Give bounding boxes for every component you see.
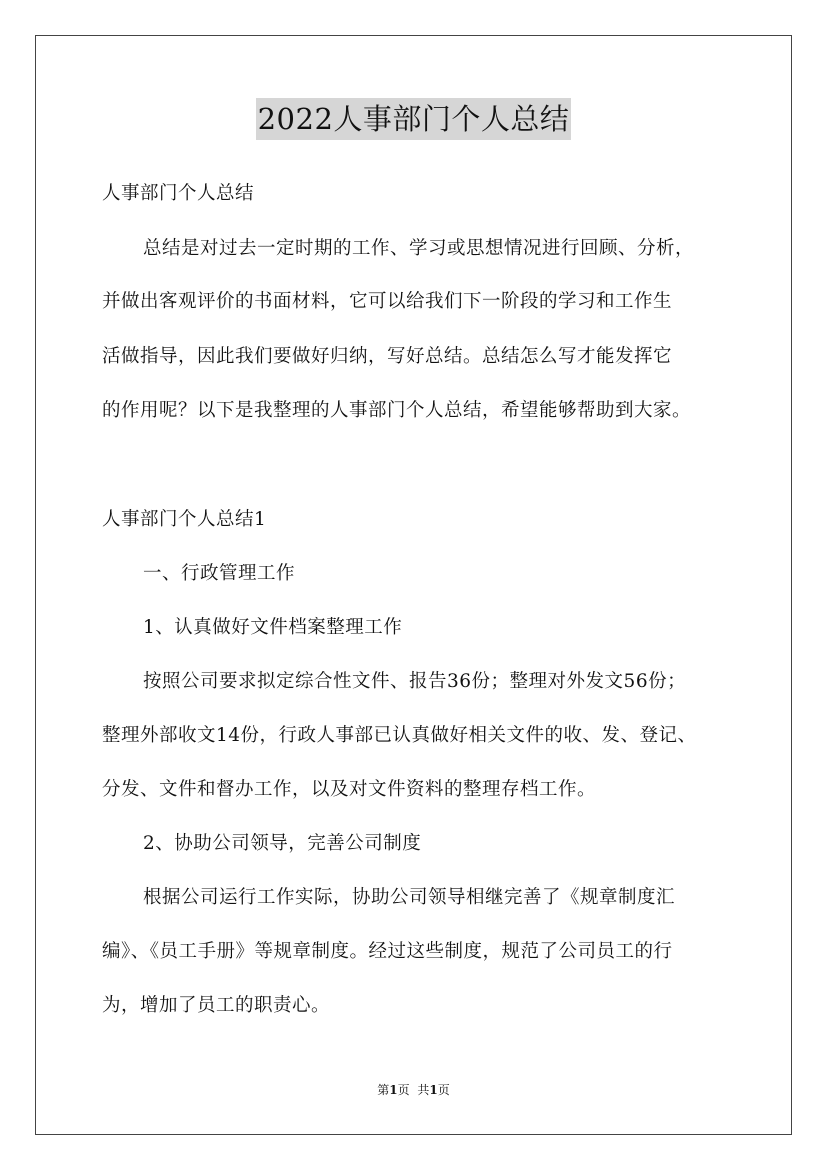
paragraph-line: 按照公司要求拟定综合性文件、报告36份；整理对外发文56份； [143,671,687,692]
document-title: 2022人事部门个人总结 [256,98,572,140]
title-container [0,98,827,140]
paragraph-line: 并做出客观评价的书面材料，它可以给我们下一阶段的学习和工作生 [102,291,673,312]
subsection-heading: 2、协助公司领导，完善公司制度 [143,833,422,854]
total-label-prefix: 共 [417,1083,430,1097]
page-footer [0,1082,827,1098]
paragraph-line: 根据公司运行工作实际，协助公司领导相继完善了《规章制度汇 [143,887,676,908]
page-number: 1 [389,1083,398,1097]
paragraph-line: 的作用呢？以下是我整理的人事部门个人总结，希望能够帮助到大家。 [102,400,692,421]
paragraph-line: 分发、文件和督办工作，以及对文件资料的整理存档工作。 [102,779,597,800]
paragraph-line: 编》、《员工手册》等规章制度。经过这些制度，规范了公司员工的行 [102,941,673,962]
total-label-suffix: 页 [437,1083,450,1097]
subsection-heading: 1、认真做好文件档案整理工作 [143,617,403,638]
paragraph-line: 活做指导，因此我们要做好归纳，写好总结。总结怎么写才能发挥它 [102,346,673,367]
page-label-suffix: 页 [397,1083,410,1097]
total-pages: 1 [429,1083,438,1097]
paragraph-line: 为，增加了员工的职责心。 [102,995,331,1016]
subsection-heading: 一、行政管理工作 [143,563,296,584]
section-heading: 人事部门个人总结1 [102,509,267,530]
paragraph-line: 总结是对过去一定时期的工作、学习或思想情况进行回顾、分析， [143,238,695,259]
section-heading: 人事部门个人总结 [102,183,255,204]
paragraph-line: 整理外部收文14份，行政人事部已认真做好相关文件的收、发、登记、 [102,725,697,746]
page-label-prefix: 第 [377,1083,390,1097]
